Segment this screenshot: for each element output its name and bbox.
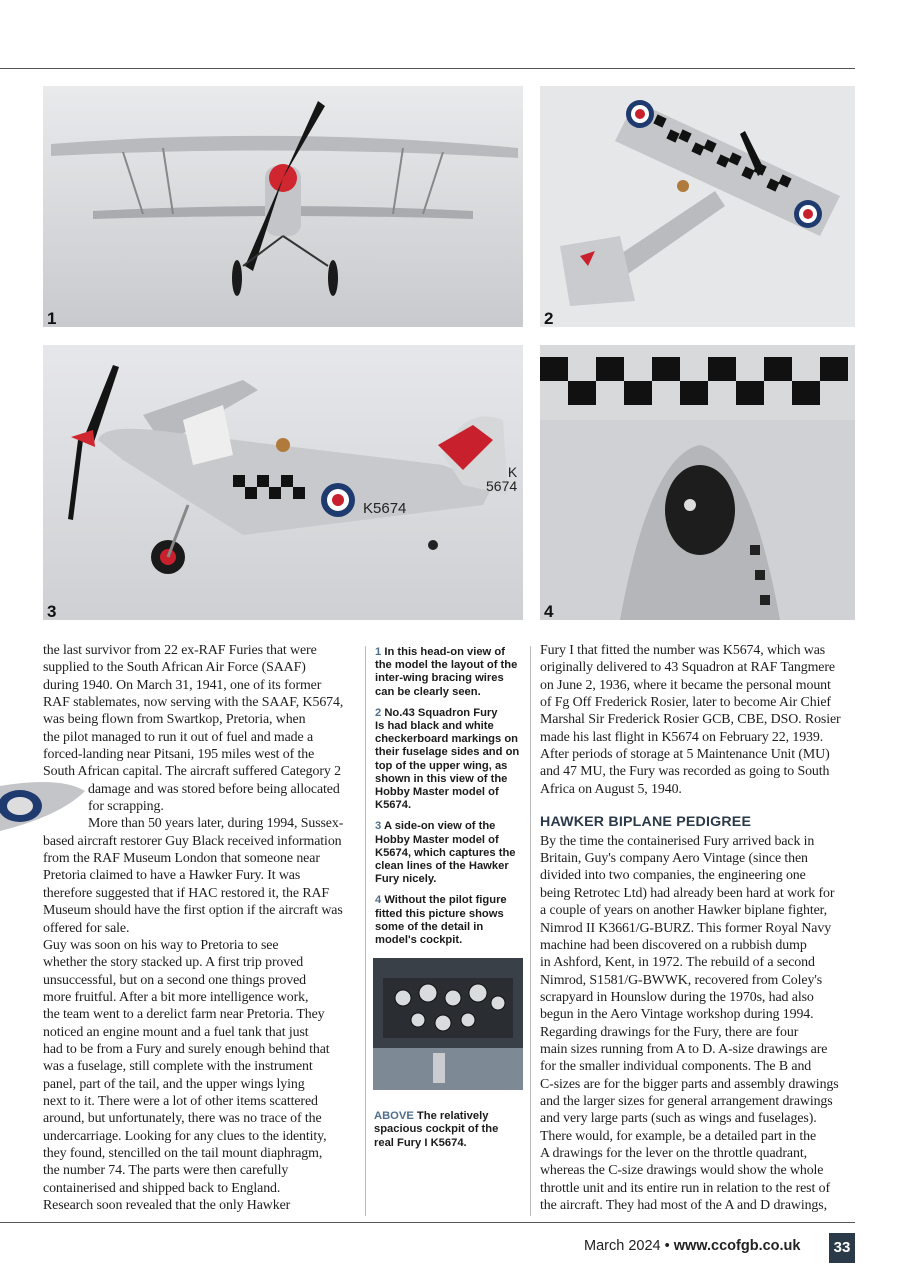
photo-top-view [540, 86, 855, 327]
caption-number: 3 [375, 820, 382, 833]
photo-number: 4 [544, 602, 554, 620]
fuselage-serial: K5674 [363, 500, 407, 517]
caption-text: In this head-on view of the model the layout of the inter-wing bracing wires can be clearly seen. [375, 646, 518, 698]
top-rule [0, 68, 855, 69]
caption-text: Without the pilot figure fitted this picture shows some of the detail in model's cockpit. [375, 894, 507, 947]
article-column-1-part-a: the last survivor from 22 ex-RAF Furies that were supplied to the South African Air Force (SAAF) during 1940. On March 31, 1941, one of its former RAF stablemates, now serving with the SAAF, K5674, was being flown from Swartkop, Pretoria, when the pilot managed to run it out of fuel and made a forced-landing near Pitsani, 195 miles west of the South African capital. The aircraft suffered Category 2 [43, 643, 344, 780]
photo-number: 3 [47, 602, 57, 620]
cockpit-caption [374, 1097, 529, 1150]
caption-2 [375, 707, 530, 813]
wing-cutout-image [0, 776, 90, 836]
caption-4 [375, 894, 530, 947]
photo-cockpit-model [540, 345, 855, 620]
photo-real-cockpit [373, 958, 523, 1090]
photo-number: 1 [47, 309, 57, 327]
caption-text: A side-on view of the Hobby Master model of K5674, which captures the clean lines of the Hawker Fury nicely. [375, 820, 516, 886]
photo-number: 2 [544, 309, 554, 327]
caption-text: No.43 Squadron Fury Is had black and white checkerboard markings on their fuselage sides and on top of the upper wing, as shown in this view of the Hobby Master model of K5674. [375, 706, 520, 812]
page-number: 33 [829, 1233, 855, 1263]
caption-number: 4 [375, 894, 382, 907]
article-column-1-part-c: based aircraft restorer Guy Black received information from the RAF Museum London that someone near Pretoria claimed to have a Hawker Fury. It was therefore suggested that if HAC restored it, the RAF Museum should have the first option if the aircraft was offered for sale. Guy was soon on his way to Pretoria to see whether the story stacked up. A first trip proved unsuccessful, but on a second one things proved more fruitful. After a bit more intelligence work, the team went to a derelict farm near Pretoria. They noticed an engine mount and a fuel tank that just had to be from a Fury and surely enough behind that was a fuselage, still complete with the instrument panel, part of the tail, and the upper wings lying next to it. There were a lot of other items scattered around, but unfortunately, there was no trace of the undercarriage. Looking for any clues to the identity, they found, stencilled on the tail mount diaphragm, the number 74. The parts were then carefully containerised and shipped back to England. Research soon revealed that the only Hawker [43, 833, 343, 1214]
section-heading: HAWKER BIPLANE PEDIGREE [540, 814, 752, 830]
caption-1 [375, 646, 530, 699]
photo-head-on-view [43, 86, 523, 327]
page-footer [584, 1238, 800, 1254]
article-column-1-part-b: damage and was stored before being allocated for scrapping. More than 50 years later, during 1994, Sussex- [88, 781, 344, 832]
caption-text: The relatively spacious cockpit of the real Fury I K5674. [374, 1110, 499, 1149]
caption-number: 1 [375, 646, 382, 658]
issue-date: March 2024 [584, 1238, 661, 1254]
website-url[interactable]: www.ccofgb.co.uk [673, 1238, 801, 1254]
tail-serial: K 5674 [486, 464, 518, 494]
article-column-3-part-a: Fury I that fitted the number was K5674, which was originally delivered to 43 Squadron at RAF Tangmere on June 2, 1936, where it became the personal mount of Fg Off Frederick Rosier, later to become Air Chief Marshal Sir Frederick Rosier GCB, CBE, DSO. Rosier made his last flight in K5674 on February 22, 1939. After periods of storage at 5 Maintenance Unit (MU) and 47 MU, the Fury was recorded as going to South Africa on August 5, 1940. [540, 643, 841, 797]
article-column-3-part-b: By the time the containerised Fury arrived back in Britain, Guy's company Aero Vintage (since then divided into two companies, the engineering one being Retrotec Ltd) had already been hard at work for a couple of years on another Hawker biplane fighter, Nimrod II K3661/G-BURZ. This former Royal Navy machine had been discovered on a rubbish dump in Ashford, Kent, in 1972. The rebuild of a second Nimrod, S1581/G-BWWK, recovered from Coley's scrapyard in Hounslow during the 1970s, had also begun in the Aero Vintage workshop during 1994. Regarding drawings for the Fury, there are four main sizes running from A to D. A-size drawings are for the smaller individual components. The B and C-sizes are for the bigger parts and assembly drawings and the larger sizes for general arrangement drawings and very large parts (such as wings and fuselages). There would, for example, be a detailed part in the A drawings for the lever on the throttle quadrant, whereas the C-size drawings would show the whole throttle unit and its entire run in relation to the rest of the aircraft. They had most of the A and D drawings, [540, 833, 839, 1214]
caption-3 [375, 820, 530, 886]
bottom-rule [0, 1222, 855, 1223]
caption-label: ABOVE [374, 1110, 414, 1123]
caption-number: 2 [375, 706, 382, 719]
footer-separator: • [660, 1238, 674, 1254]
photo-side-view [43, 345, 523, 620]
